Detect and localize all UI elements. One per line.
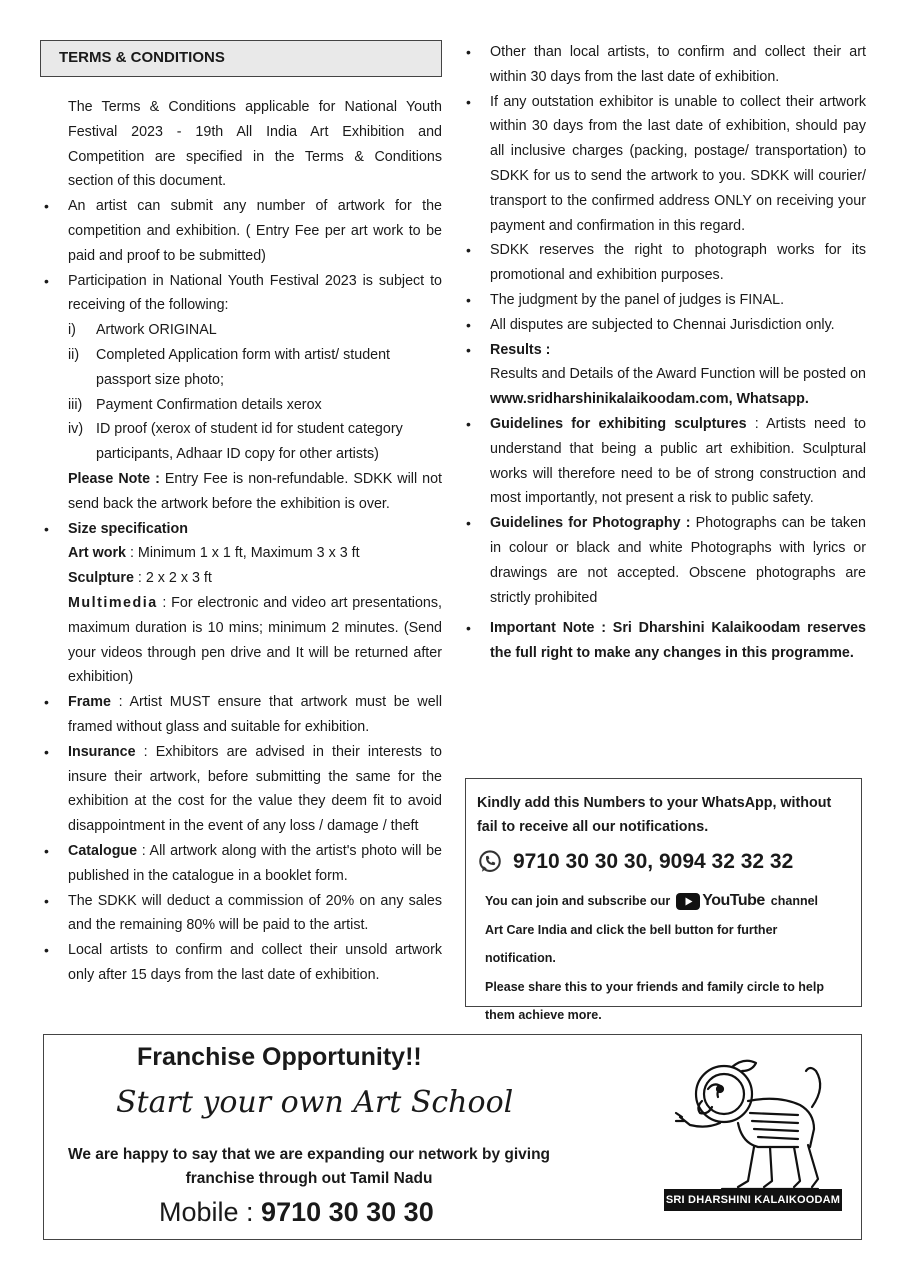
whatsapp-box [465, 778, 862, 1023]
item-text: An artist can submit any number of artwork for the competition and exhibition. ( Entry Fee per art work to be paid and proof to be submitted) [68, 198, 442, 264]
sub-item [68, 318, 442, 343]
list-item [466, 511, 866, 610]
text: : Artist MUST ensure that artwork must be well framed without glass and suitable for exhibition. [68, 694, 442, 735]
text: : 2 x 2 x 3 ft [133, 570, 212, 587]
franchise-box [43, 1034, 862, 1240]
sub-num: iv) [68, 421, 84, 438]
label: Results : [490, 341, 551, 358]
terms-intro: The Terms & Conditions applicable for National Youth Festival 2023 - 19th All India Art Exhibition and Competition are specified in the Terms & Conditions section of this document. [68, 99, 442, 190]
youtube-info [477, 887, 851, 1030]
whatsapp-title: Kindly add this Numbers to your WhatsApp, without fail to receive all our notifications. [477, 795, 832, 835]
list-item [466, 238, 866, 288]
label: Art work [68, 545, 126, 562]
mobile-number[interactable]: 9710 30 30 30 [261, 1197, 434, 1227]
label: Guidelines for exhibiting sculptures [490, 415, 747, 432]
label: Multimedia [68, 594, 158, 611]
requirements-list [68, 318, 442, 467]
label: Insurance [68, 743, 136, 760]
youtube-text: YouTube [702, 892, 765, 910]
whatsapp-phone-row [477, 849, 851, 875]
label: Mobile : [159, 1197, 262, 1227]
sub-num: iii) [68, 396, 83, 413]
sculpture-size [68, 566, 442, 591]
size-title: Size specification [68, 520, 188, 537]
sub-text: Completed Application form with artist/ student passport size photo; [96, 346, 391, 388]
text: The SDKK will deduct a commission of 20% on any sales and the remaining 80% will be paid to the artist. [68, 892, 442, 934]
text: Other than local artists, to confirm and collect their art within 30 days from the last date of exhibition. [490, 44, 866, 85]
sub-item [68, 393, 442, 418]
terms-header: TERMS & CONDITIONS [40, 40, 442, 77]
text: Art Care India and click the bell button for further notification. [485, 922, 778, 966]
franchise-text: We are happy to say that we are expanding our network by giving franchise through out Tamil Nadu [67, 1146, 551, 1187]
whatsapp-numbers[interactable]: 9710 30 30 30, 9094 32 32 32 [513, 850, 794, 873]
right-column [466, 40, 866, 666]
whatsapp-icon [477, 849, 503, 875]
note-label: Please Note : [68, 470, 160, 487]
text: Photographs can be taken in colour or black and white Photographs with lyrics or drawings are not accepted. Obscene photographs are strictly prohibited [490, 515, 866, 606]
franchise-mobile [159, 1197, 434, 1228]
text: You can join and subscribe our [485, 894, 671, 908]
text: channel [770, 894, 819, 908]
list-item [40, 690, 442, 740]
left-column [40, 40, 442, 988]
franchise-title: Franchise Opportunity!! [137, 1043, 422, 1071]
please-note [68, 467, 442, 517]
list-item [40, 938, 442, 988]
list-item [466, 288, 866, 313]
list-item [40, 889, 442, 939]
list-item [40, 839, 442, 889]
text: Please share this to your friends and family circle to help them achieve more. [485, 979, 824, 1023]
text: The judgment by the panel of judges is FINAL. [490, 291, 785, 308]
label: Guidelines for Photography : [490, 515, 691, 532]
list-item [466, 412, 866, 511]
franchise-tagline: Start your own Art School [116, 1085, 514, 1120]
text: : Exhibitors are advised in their interests to insure their artwork, before submitting the same for the exhibition at the cost for the value they deem fit to avoid disappointment in the event of any loss / damage / theft [68, 743, 442, 835]
label: Catalogue [68, 842, 138, 859]
list-item [40, 194, 442, 268]
sub-num: ii) [68, 346, 80, 363]
website-link[interactable]: www.sridharshinikalaikoodam.com, Whatsapp. [490, 391, 809, 408]
text: : Minimum 1 x 1 ft, Maximum 3 x 3 ft [126, 545, 360, 562]
list-item [466, 313, 866, 338]
list-item [40, 517, 442, 691]
sub-item [68, 417, 442, 467]
list-item [466, 338, 866, 412]
list-item [466, 90, 866, 239]
terms-list-continued [466, 40, 866, 666]
youtube-play-icon [676, 893, 700, 910]
important-note: Important Note : Sri Dharshini Kalaikoodam reserves the full right to make any changes in this programme. [490, 620, 866, 662]
sub-text: Artwork ORIGINAL [96, 322, 217, 339]
sub-text: ID proof (xerox of student id for student category participants, Adhaar ID copy for other artists) [96, 421, 403, 463]
list-item [40, 269, 442, 517]
youtube-logo[interactable] [676, 887, 765, 916]
sub-text: Payment Confirmation details xerox [96, 396, 322, 413]
label: Frame [68, 694, 111, 711]
sub-item [68, 343, 442, 393]
text: : Artists need to understand that being a public art exhibition. Sculptural works will therefore need to be of strong construction and most importantly, not present a risk to public safety. [490, 415, 866, 507]
text: All disputes are subjected to Chennai Jurisdiction only. [490, 316, 835, 333]
note-text: Entry Fee is non-refundable. SDKK will not send back the artwork before the exhibition is over. [68, 470, 443, 512]
text: Local artists to confirm and collect their unsold artwork only after 15 days from the last date of exhibition. [68, 942, 442, 983]
text: If any outstation exhibitor is unable to collect their artwork within 30 days from the last date of exhibition, should pay all inclusive charges (packing, postage/ transportation) to SDKK for us to send the artwork to you. SDKK will courier/ transport to the confirmed address ONLY on receiving your payment and confirmation in this regard. [490, 93, 866, 234]
youtube-line [485, 887, 851, 916]
list-item [40, 740, 442, 839]
label: Sculpture [68, 570, 134, 587]
list-item [466, 616, 866, 666]
text: SDKK reserves the right to photograph works for its promotional and exhibition purposes. [490, 242, 866, 284]
item-text: Participation in National Youth Festival 2023 is subject to receiving of the following: [68, 272, 442, 314]
text: : All artwork along with the artist's photo will be published in the catalogue in a booklet form. [68, 842, 442, 884]
text: Results and Details of the Award Function will be posted on [490, 366, 866, 383]
multimedia-size [68, 591, 442, 690]
sub-num: i) [68, 322, 76, 339]
artwork-size [68, 541, 442, 566]
results-text [490, 362, 866, 412]
logo-banner: SRI DHARSHINI KALAIKOODAM [664, 1189, 842, 1211]
list-item [466, 40, 866, 90]
terms-list [40, 194, 442, 988]
text: : For electronic and video art presentations, maximum duration is 10 mins; minimum 2 minutes. (Send your videos through pen drive and It will be returned after exhibition) [68, 594, 442, 686]
